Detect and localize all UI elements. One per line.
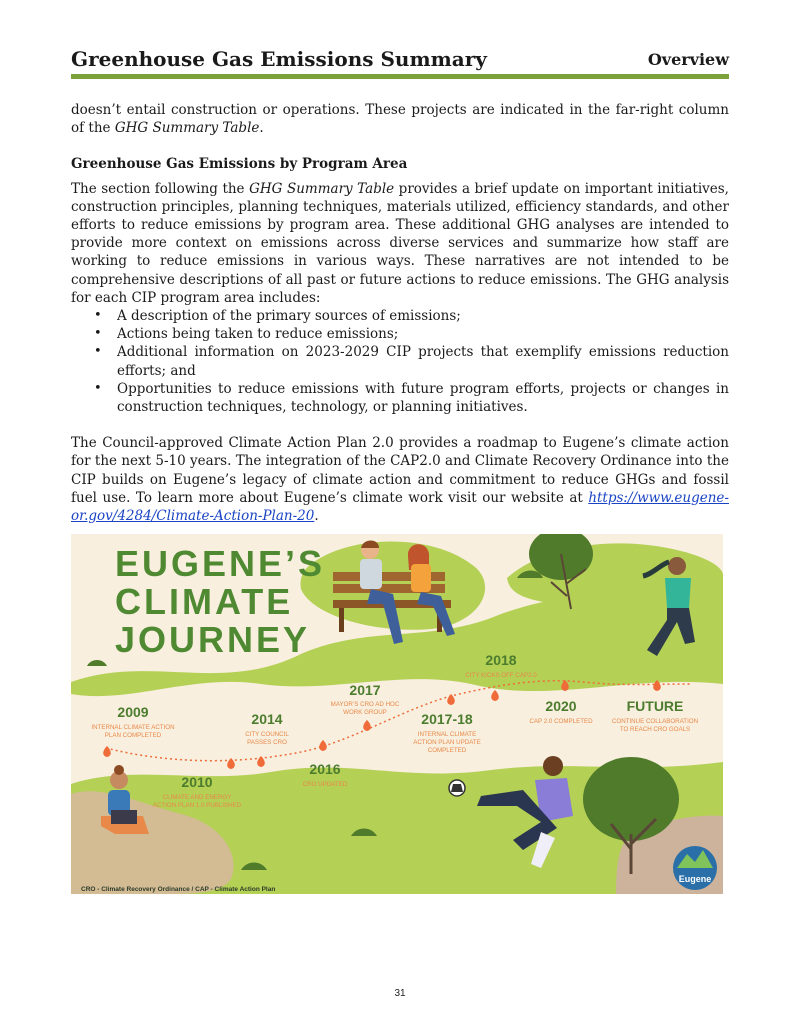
- page-number: 31: [394, 988, 406, 999]
- milestone-caption: CAP 2.0 COMPLETED: [529, 718, 593, 725]
- milestone-caption: CONTINUE COLLABORATION: [611, 718, 699, 725]
- milestone-caption: ACTION PLAN 1.0 PUBLISHED: [152, 802, 242, 809]
- milestone-year: 2010: [181, 774, 213, 790]
- milestone-year: 2016: [309, 761, 341, 777]
- table-reference: GHG Summary Table: [114, 120, 260, 137]
- list-item: • A description of the primary sources of emissions;: [117, 307, 729, 325]
- milestone-caption: CRO UPDATED: [302, 781, 348, 788]
- milestone-caption: CITY KICKS OFF CAP2.0: [465, 672, 537, 679]
- section-heading: Greenhouse Gas Emissions by Program Area: [71, 156, 408, 173]
- milestone-year: FUTURE: [626, 698, 684, 714]
- milestone-year: 2017: [349, 682, 381, 698]
- milestone-caption: PASSES CRO: [247, 739, 287, 746]
- list-item: • Opportunities to reduce emissions with future program efforts, projects or changes in construction techniques, technology, or planning initiatives.: [117, 380, 729, 416]
- section-label: Overview: [647, 50, 729, 69]
- milestone-caption: ACTION PLAN UPDATE: [413, 739, 481, 746]
- page-title: Greenhouse Gas Emissions Summary: [71, 47, 487, 71]
- infographic-title-line: EUGENE’S: [115, 543, 326, 584]
- milestone-caption: PLAN COMPLETED: [104, 732, 162, 739]
- climate-journey-infographic: [71, 534, 723, 894]
- table-reference: GHG Summary Table: [249, 180, 395, 197]
- list-item: • Additional information on 2023-2029 CIP projects that exemplify emissions reduction efforts; and: [117, 343, 729, 379]
- tree-canopy: [583, 757, 679, 841]
- eugene-logo: [673, 846, 717, 890]
- program-area-paragraph: The section following the GHG Summary Table provides a brief update on important initiatives, construction principles, planning techniques, materials utilized, efficiency standards, and other efforts to reduce emissions by program area. These additional GHG analyses are intended to provide more context on emissions across diverse services and summarize how staff are working to reduce emissions in various ways. These narratives are not intended to be comprehensive descriptions of all past or future actions to reduce emissions. The GHG analysis for each CIP program area includes:: [71, 180, 729, 306]
- climate-paragraph: The Council-approved Climate Action Plan 2.0 provides a roadmap to Eugene’s climate action for the next 5-10 years. The integration of the CAP2.0 and Climate Recovery Ordinance into the CIP builds on Eugene’s legacy of climate action and commitment to reduce GHGs and fossil fuel use. To learn more about Eugene’s climate work visit our website at https://www.eugene-or.gov/4284/Climate-Action-Plan-20.: [71, 435, 729, 525]
- list-item: • Actions being taken to reduce emissions;: [117, 325, 729, 343]
- header-divider: [71, 74, 729, 79]
- milestone-caption: MAYOR’S CRO AD HOC: [330, 701, 400, 708]
- milestone-caption: CITY COUNCIL: [245, 731, 289, 738]
- infographic-title-line: JOURNEY: [115, 619, 311, 660]
- intro-paragraph: doesn’t entail construction or operations. These projects are indicated in the far-right column of the GHG Summary Table.: [71, 102, 729, 137]
- climate-plan-link[interactable]: https://www.eugene-or.gov/4284/Climate-Action-Plan-20: [71, 489, 729, 525]
- milestone-year: 2009: [117, 704, 149, 720]
- infographic-canvas: [71, 534, 723, 894]
- milestone-caption: COMPLETED: [427, 747, 467, 754]
- milestone-year: 2020: [545, 698, 577, 714]
- analysis-list: [71, 307, 729, 416]
- milestone-year: 2018: [485, 652, 517, 668]
- infographic-title-line: CLIMATE: [115, 581, 294, 622]
- infographic-footnote: CRO - Climate Recovery Ordinance / CAP - Climate Action Plan: [81, 886, 276, 893]
- body-content: [71, 101, 729, 525]
- milestone-caption: TO REACH CRO GOALS: [619, 726, 691, 733]
- milestone-caption: WORK GROUP: [343, 709, 387, 716]
- page-header: [71, 47, 729, 73]
- milestone-caption: CLIMATE AND ENERGY: [162, 794, 232, 801]
- milestone-year: 2014: [251, 711, 283, 727]
- milestone-year: 2017-18: [421, 711, 473, 727]
- logo-text: Eugene: [678, 874, 712, 884]
- milestone-caption: INTERNAL CLIMATE ACTION: [91, 724, 175, 731]
- milestone-caption: INTERNAL CLIMATE: [417, 731, 477, 738]
